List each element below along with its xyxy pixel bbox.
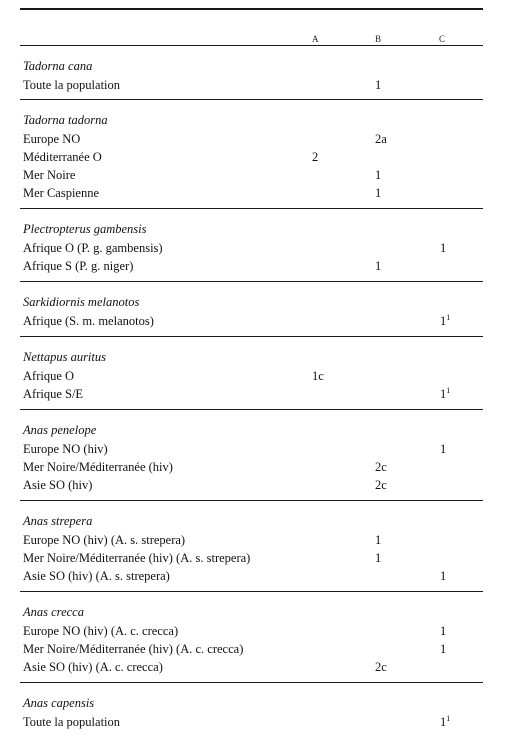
cell-value: 1 [440, 387, 447, 401]
cell-c [440, 569, 446, 584]
section-divider [20, 500, 483, 501]
cell-b [375, 660, 387, 675]
cell-value: 2a [375, 132, 387, 146]
cell-b [375, 78, 381, 93]
species-title: Tadorna tadorna [23, 113, 108, 127]
cell-c [440, 715, 450, 730]
cell-value: 1 [375, 168, 382, 182]
cell-value: 1 [375, 78, 382, 92]
section-divider [20, 409, 483, 410]
cell-value: 2c [375, 660, 387, 674]
population-label: Mer Noire/Méditerranée (hiv) [23, 460, 173, 474]
cell-value: 2c [375, 478, 387, 492]
cell-c [440, 642, 446, 657]
section-divider [20, 281, 483, 282]
population-label: Méditerranée O [23, 150, 102, 164]
species-title: Tadorna cana [23, 59, 93, 73]
cell-value: 1 [440, 442, 447, 456]
population-label: Toute la population [23, 78, 121, 92]
cell-value: 1 [375, 533, 382, 547]
column-header-b: B [375, 34, 382, 44]
footnote-marker: 1 [446, 385, 451, 395]
cell-value: 1c [312, 369, 324, 383]
species-title: Anas capensis [23, 696, 95, 710]
column-header-a: A [312, 34, 319, 44]
population-label: Afrique (S. m. melanotos) [23, 314, 154, 328]
cell-c [440, 442, 446, 457]
population-label: Europe NO [23, 132, 81, 146]
cell-value: 1 [375, 186, 382, 200]
section-divider [20, 45, 483, 46]
population-label: Afrique S/E [23, 387, 84, 401]
cell-b [375, 168, 381, 183]
cell-a [312, 150, 318, 165]
cell-b [375, 478, 387, 493]
population-label: Europe NO (hiv) (A. s. strepera) [23, 533, 186, 547]
cell-b [375, 551, 381, 566]
cell-b [375, 132, 387, 147]
species-title: Anas crecca [23, 605, 84, 619]
section-divider [20, 208, 483, 209]
species-title: Nettapus auritus [23, 350, 106, 364]
cell-value: 1 [375, 551, 382, 565]
footnote-marker: 1 [446, 713, 451, 723]
population-label: Europe NO (hiv) (A. c. crecca) [23, 624, 179, 638]
section-divider [20, 336, 483, 337]
cell-c [440, 624, 446, 639]
section-divider [20, 591, 483, 592]
species-title: Anas strepera [23, 514, 93, 528]
species-title: Anas penelope [23, 423, 97, 437]
cell-c [440, 387, 450, 402]
cell-c [440, 241, 446, 256]
cell-value: 1 [440, 642, 447, 656]
cell-b [375, 259, 381, 274]
cell-value: 1 [440, 715, 447, 729]
species-title: Sarkidiornis melanotos [23, 295, 140, 309]
cell-value: 1 [440, 241, 447, 255]
section-divider [20, 99, 483, 100]
population-label: Europe NO (hiv) [23, 442, 108, 456]
cell-value: 1 [440, 314, 447, 328]
population-label: Mer Noire [23, 168, 76, 182]
cell-b [375, 533, 381, 548]
cell-value: 2 [312, 150, 319, 164]
cell-b [375, 460, 387, 475]
population-label: Mer Caspienne [23, 186, 100, 200]
footnote-marker: 1 [446, 312, 451, 322]
cell-a [312, 369, 324, 384]
population-label: Asie SO (hiv) (A. c. crecca) [23, 660, 163, 674]
population-label: Asie SO (hiv) [23, 478, 93, 492]
cell-value: 1 [375, 259, 382, 273]
cell-b [375, 186, 381, 201]
population-label: Mer Noire/Méditerranée (hiv) (A. c. crecca) [23, 642, 244, 656]
cell-value: 1 [440, 569, 447, 583]
population-label: Asie SO (hiv) (A. s. strepera) [23, 569, 170, 583]
population-label: Afrique S (P. g. niger) [23, 259, 134, 273]
population-label: Afrique O [23, 369, 75, 383]
cell-value: 2c [375, 460, 387, 474]
section-divider [20, 682, 483, 683]
species-title: Plectropterus gambensis [23, 222, 147, 236]
cell-value: 1 [440, 624, 447, 638]
population-label: Afrique O (P. g. gambensis) [23, 241, 163, 255]
cell-c [440, 314, 450, 329]
column-header-c: C [439, 34, 446, 44]
population-label: Mer Noire/Méditerranée (hiv) (A. s. strepera) [23, 551, 251, 565]
top-rule [20, 8, 483, 10]
population-label: Toute la population [23, 715, 121, 729]
